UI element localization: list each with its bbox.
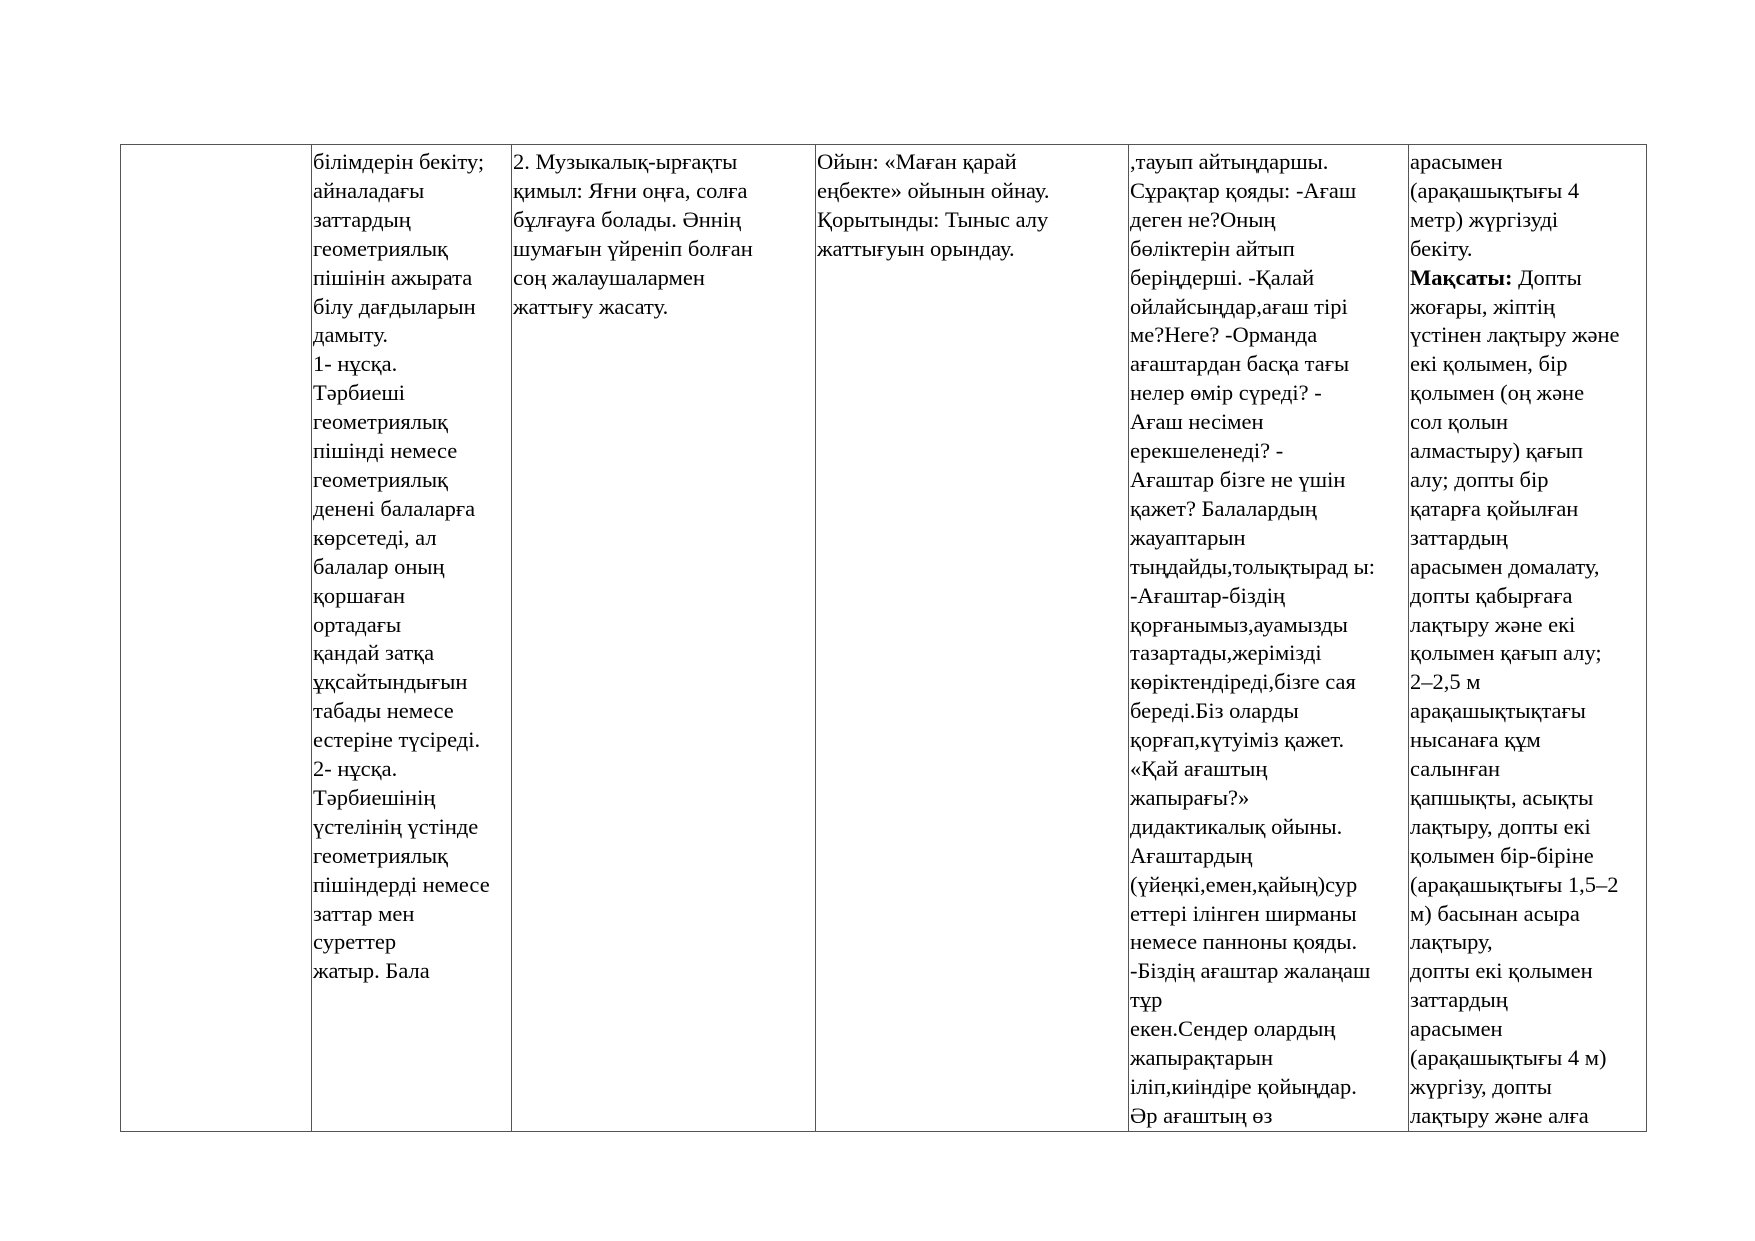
text-line: арасымен домалату, — [1410, 553, 1600, 579]
text-line: еңбекте» ойынын ойнау. — [817, 177, 1050, 203]
goal-label-rest: Допты — [1512, 264, 1582, 290]
text-line: дидактикалық ойыны. — [1130, 813, 1343, 839]
text-line: тазартады,жерімізді — [1130, 640, 1322, 666]
text-line: тыңдайды,толықтырад ы: — [1130, 553, 1376, 579]
text-line: айналадағы — [313, 177, 425, 203]
text-line: Ағаштар бізге не үшін — [1130, 466, 1346, 492]
text-line: заттардың — [313, 206, 411, 232]
table-row — [121, 145, 1647, 1132]
text-line: Ойын: «Маған қарай — [817, 149, 1017, 174]
text-line: ортадағы — [313, 611, 402, 637]
text-line: ұқсайтындығын — [313, 669, 468, 695]
text-line: жаттығу жасату. — [513, 293, 669, 319]
text-line: заттардың — [1410, 987, 1508, 1013]
text-line: қорғап,күтуіміз қажет. — [1130, 727, 1345, 753]
text-line: допты қабырғаға — [1410, 582, 1573, 608]
text-line: лақтыру және алға — [1410, 1102, 1589, 1128]
text-line: (үйеңкі,емен,қайың)сур — [1130, 871, 1358, 897]
text-line: іліп,киіндіре қойыңдар. — [1130, 1074, 1357, 1099]
text-line: нелер өмір сүреді? - — [1130, 380, 1322, 406]
text-line: сол қолын — [1410, 409, 1509, 435]
text-line: қапшықты, асықты — [1410, 784, 1594, 810]
text-line: геометриялық — [313, 409, 448, 435]
text-line: балалар оның — [313, 553, 445, 579]
text-line: арасымен — [1410, 149, 1503, 174]
plan-table — [120, 144, 1647, 1132]
text-line: немесе панноны қояды. — [1130, 929, 1358, 955]
text-line: -Біздің ағаштар жалаңаш — [1130, 958, 1371, 984]
text-line: жаттығуын орындау. — [817, 235, 1015, 261]
text-line: (арақашықтығы 1,5–2 — [1410, 871, 1619, 897]
text-line: заттар мен — [313, 900, 415, 926]
text-line: деген не?Оның — [1130, 206, 1276, 232]
table-cell-music-movement — [512, 145, 816, 1132]
text-line: (арақашықтығы 4 м) — [1410, 1045, 1607, 1071]
table-cell-game — [816, 145, 1129, 1132]
text-line: нысанаға құм — [1410, 727, 1541, 753]
text-line: м) басынан асыра — [1410, 900, 1580, 926]
text-line: лақтыру, допты екі — [1410, 813, 1591, 839]
text-line: қолымен (оң және — [1410, 380, 1585, 406]
text-line: ,тауып айтыңдаршы. — [1130, 149, 1329, 174]
text-line: геометриялық — [313, 842, 448, 868]
text-line: жауаптарын — [1130, 524, 1246, 550]
text-line: Тәрбиеші — [313, 380, 406, 406]
text-line: жүргізу, допты — [1410, 1074, 1552, 1099]
text-line: көріктендіреді,бізге сая — [1130, 669, 1356, 695]
text-line: жапырақтарын — [1130, 1045, 1274, 1071]
text-line: пішінді немесе — [313, 438, 458, 464]
text-line: екен.Сендер олардың — [1130, 1016, 1336, 1042]
text-line: еттері ілінген ширманы — [1130, 900, 1357, 926]
text-line: бұлғауға болады. Әннің — [513, 206, 742, 232]
table-cell-geometry-task — [312, 145, 512, 1132]
text-line: білімдерін бекіту; — [313, 149, 485, 174]
text-line: қоршаған — [313, 582, 405, 608]
table-cell-ball-goals — [1409, 145, 1647, 1132]
text-line: қандай затқа — [313, 640, 435, 666]
text-line: допты екі қолымен — [1410, 958, 1593, 984]
text-line: Тәрбиешінің — [313, 784, 436, 810]
text-line: ерекшеленеді? - — [1130, 438, 1284, 464]
text-line: жатыр. Бала — [313, 958, 430, 984]
text-line: арасымен — [1410, 1016, 1503, 1042]
text-line: «Қай ағаштың — [1130, 756, 1268, 782]
text-line: жоғары, жіптің — [1410, 293, 1556, 319]
text-line: Ағаштардың — [1130, 842, 1253, 868]
text-line: геометриялық — [313, 235, 448, 261]
text-line: шумағын үйреніп болған — [513, 235, 753, 261]
text-line: суреттер — [313, 929, 397, 955]
text-line: көрсетеді, ал — [313, 524, 437, 550]
goal-label: Мақсаты: — [1410, 264, 1513, 290]
text-line: -Ағаштар-біздің — [1130, 582, 1286, 608]
text-line: қолымен қағып алу; — [1410, 640, 1602, 666]
text-line: қатарға қойылған — [1410, 495, 1579, 521]
text-line: геометриялық — [313, 466, 448, 492]
text-line: пішінін ажырата — [313, 264, 473, 290]
text-line: тұр — [1130, 987, 1163, 1013]
text-line: ойлайсыңдар,ағаш тірі — [1130, 293, 1348, 319]
text-line: алмастыру) қағып — [1410, 438, 1584, 464]
text-line: денені балаларға — [313, 495, 476, 521]
text-line: лақтыру және екі — [1410, 611, 1576, 637]
text-line: Әр ағаштың өз — [1130, 1102, 1273, 1128]
text-line: екі қолымен, бір — [1410, 351, 1568, 377]
text-line: дамыту. — [313, 322, 388, 348]
text-line: салынған — [1410, 756, 1501, 782]
table-cell-empty — [121, 145, 312, 1132]
text-line: қажет? Балалардың — [1130, 495, 1317, 521]
text-line: үстінен лақтыру және — [1410, 322, 1620, 348]
text-line: қимыл: Яғни оңға, солға — [513, 177, 748, 203]
text-line: пішіндерді немесе — [313, 871, 490, 897]
text-line: 2–2,5 м — [1410, 669, 1481, 695]
text-line: Қорытынды: Тыныс алу — [817, 206, 1049, 232]
text-line: 2- нұсқа. — [313, 756, 398, 782]
text-line — [1410, 264, 1645, 293]
text-line: бөліктерін айтып — [1130, 235, 1295, 261]
text-line: жапырағы?» — [1130, 784, 1250, 810]
text-line: үстелінің үстінде — [313, 813, 479, 839]
text-line: метр) жүргізуді — [1410, 206, 1559, 232]
text-line: 1- нұсқа. — [313, 351, 398, 377]
text-line: естеріне түсіреді. — [313, 727, 481, 753]
text-line: береді.Біз оларды — [1130, 698, 1299, 724]
text-line: Сұрақтар қояды: -Ағаш — [1130, 177, 1357, 203]
text-line: бекіту. — [1410, 235, 1473, 261]
text-line: соң жалаушалармен — [513, 264, 705, 290]
text-line: 2. Музыкалық-ырғақты — [513, 149, 738, 174]
text-line: ағаштардан басқа тағы — [1130, 351, 1350, 377]
text-line: лақтыру, — [1410, 929, 1493, 955]
text-line: беріңдерші. -Қалай — [1130, 264, 1315, 290]
text-line: арақашықтықтағы — [1410, 698, 1586, 724]
text-line: табады немесе — [313, 698, 454, 724]
text-line: заттардың — [1410, 524, 1508, 550]
table-cell-tree-questions — [1129, 145, 1409, 1132]
text-line: Ағаш несімен — [1130, 409, 1264, 435]
text-line: алу; допты бір — [1410, 466, 1549, 492]
text-line: қорғанымыз,ауамызды — [1130, 611, 1348, 637]
text-line: білу дағдыларын — [313, 293, 476, 319]
text-line: ме?Неге? -Орманда — [1130, 322, 1318, 348]
text-line: (арақашықтығы 4 — [1410, 177, 1580, 203]
text-line: қолымен бір-біріне — [1410, 842, 1594, 868]
